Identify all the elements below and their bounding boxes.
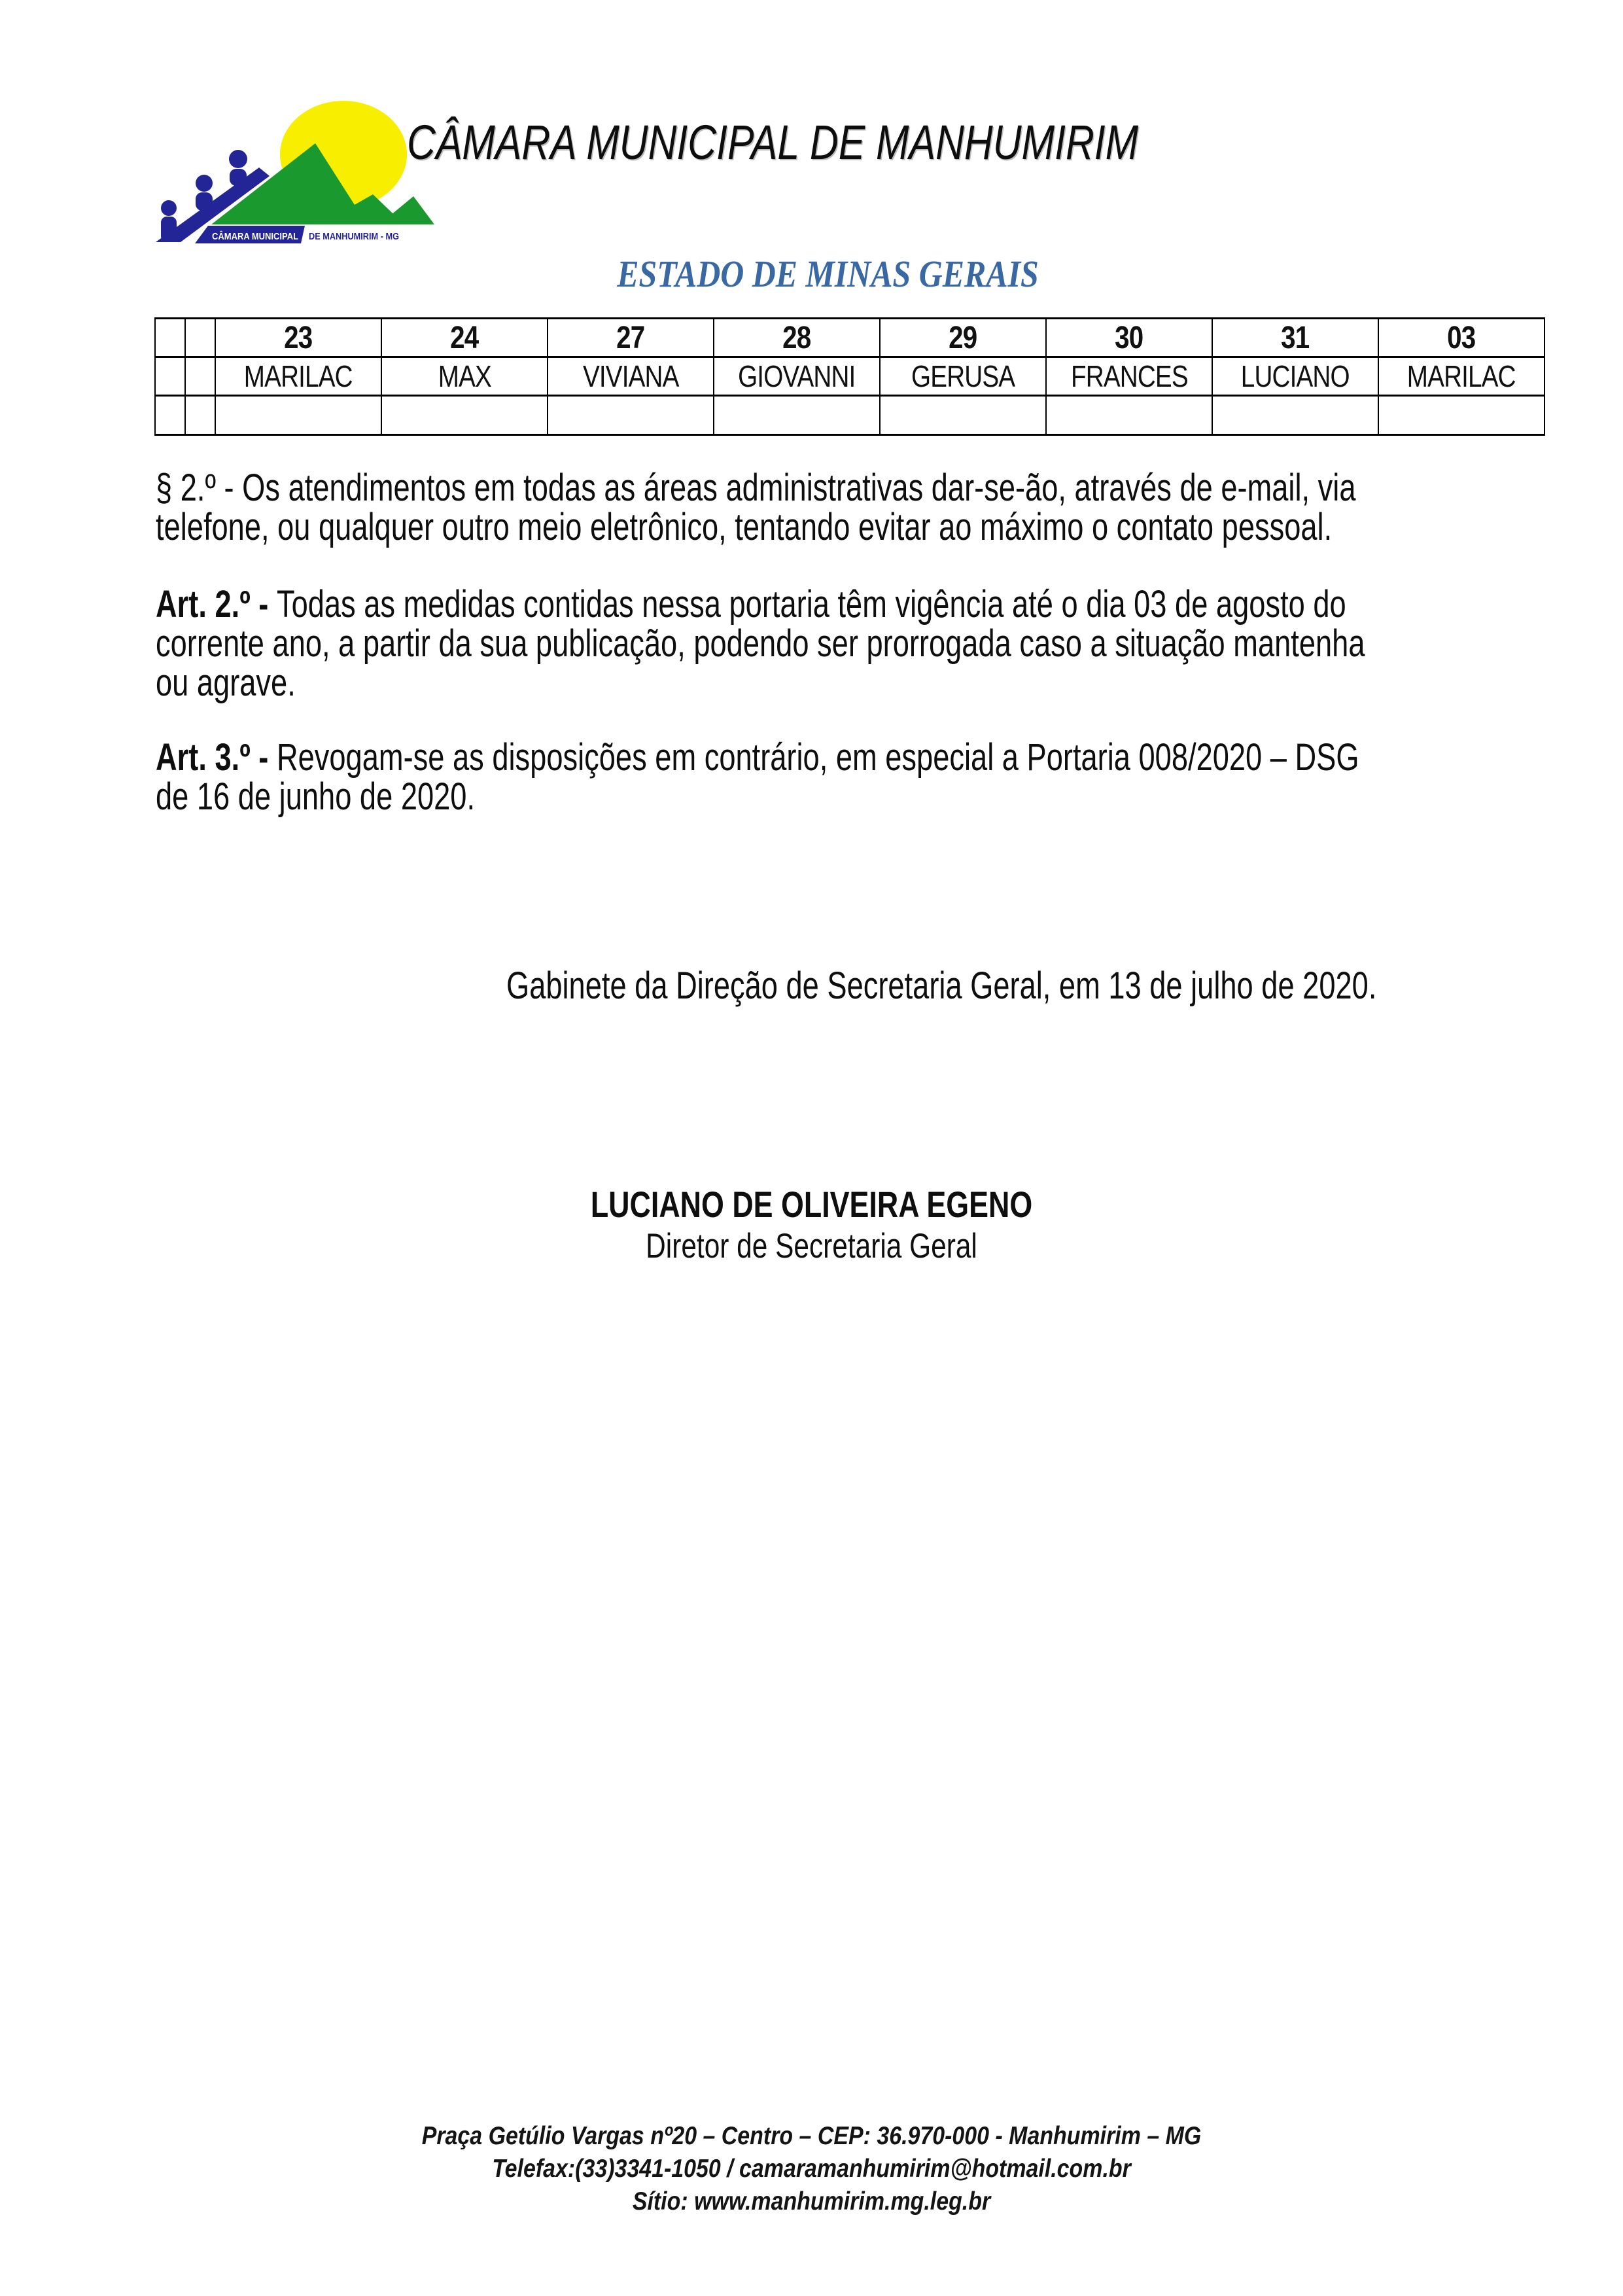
table-name-cell — [1378, 357, 1544, 396]
name-label: LUCIANO — [1241, 359, 1350, 393]
table-empty-cell — [548, 396, 714, 435]
paragraph-article-2 — [156, 585, 1493, 703]
paragraph-line: ou agrave. — [156, 662, 296, 704]
table-empty-cell — [185, 357, 215, 396]
person-body — [230, 169, 247, 186]
table-empty-cell — [155, 319, 185, 357]
name-label: GIOVANNI — [738, 359, 856, 393]
table-empty-cell — [714, 396, 880, 435]
page-subtitle: ESTADO DE MINAS GERAIS — [617, 253, 1039, 295]
municipal-logo — [149, 97, 437, 247]
paragraph-line: § 2.º - Os atendimentos em todas as áreas administrativas dar-se-ão, através de e-mail, via — [156, 467, 1356, 509]
article-lead: Art. 3.º - — [156, 736, 277, 779]
day-label: 30 — [1115, 320, 1143, 355]
table-day-header — [1212, 319, 1378, 357]
table-name-cell — [714, 357, 880, 396]
table-empty-cell — [1378, 396, 1544, 435]
table-day-header — [880, 319, 1046, 357]
person-icon — [229, 150, 247, 168]
table-name-cell — [1046, 357, 1212, 396]
person-icon — [161, 200, 177, 216]
day-label: 24 — [450, 320, 479, 355]
name-label: VIVIANA — [582, 359, 679, 393]
table-empty-cell — [215, 396, 381, 435]
day-label: 03 — [1447, 320, 1476, 355]
dateline: Gabinete da Direção de Secretaria Geral, em 13 de julho de 2020. — [506, 964, 1377, 1007]
schedule-table — [154, 317, 1545, 436]
paragraph-line: telefone, ou qualquer outro meio eletrônico, tentando evitar ao máximo o contato pessoal. — [156, 506, 1333, 548]
signature-name: LUCIANO DE OLIVEIRA EGENO — [590, 1184, 1033, 1225]
table-row-days — [155, 319, 1544, 357]
table-day-header — [381, 319, 548, 357]
day-label: 28 — [782, 320, 811, 355]
table-name-cell — [215, 357, 381, 396]
paragraph-article-3 — [156, 738, 1493, 817]
article-lead: Art. 2.º - — [156, 583, 277, 626]
table-name-cell — [1212, 357, 1378, 396]
table-name-cell — [548, 357, 714, 396]
name-label: FRANCES — [1070, 359, 1188, 393]
name-label: MAX — [438, 359, 491, 393]
signature-role: Diretor de Secretaria Geral — [646, 1227, 977, 1265]
table-row-names — [155, 357, 1544, 396]
name-label: MARILAC — [244, 359, 353, 393]
footer-website: Sítio: www.manhumirim.mg.leg.br — [632, 2187, 991, 2216]
table-empty-cell — [1046, 396, 1212, 435]
table-empty-cell — [155, 396, 185, 435]
day-label: 29 — [949, 320, 977, 355]
paragraph-text: Revogam-se as disposições em contrário, em especial a Portaria 008/2020 – DSG — [276, 736, 1359, 779]
table-day-header — [1046, 319, 1212, 357]
paragraph-line — [156, 585, 1493, 624]
table-day-header — [714, 319, 880, 357]
table-day-header — [215, 319, 381, 357]
day-label: 27 — [616, 320, 645, 355]
page-title: CÂMARA MUNICIPAL DE MANHUMIRIM — [407, 115, 1139, 169]
paragraph-text: Todas as medidas contidas nessa portaria têm vigência até o dia 03 de agosto do — [276, 583, 1346, 626]
paragraph-section-2 — [156, 468, 1493, 547]
table-empty-cell — [185, 396, 215, 435]
table-row-empty — [155, 396, 1544, 435]
table-day-header — [1378, 319, 1544, 357]
table-empty-cell — [381, 396, 548, 435]
table-empty-cell — [1212, 396, 1378, 435]
footer-address: Praça Getúlio Vargas nº20 – Centro – CEP: 36.970-000 - Manhumirim – MG — [421, 2122, 1202, 2150]
person-body — [196, 192, 213, 211]
day-label: 31 — [1281, 320, 1310, 355]
footer-contact: Telefax:(33)3341-1050 / camaramanhumirim@hotmail.com.br — [492, 2155, 1131, 2183]
name-label: GERUSA — [911, 359, 1015, 393]
table-day-header — [548, 319, 714, 357]
table-name-cell — [880, 357, 1046, 396]
table-empty-cell — [155, 357, 185, 396]
person-icon — [196, 175, 213, 192]
person-body — [161, 217, 177, 242]
table-empty-cell — [880, 396, 1046, 435]
paragraph-line: corrente ano, a partir da sua publicação, podendo ser prorrogada caso a situação mantenha — [156, 622, 1365, 665]
paragraph-line: de 16 de junho de 2020. — [156, 775, 476, 818]
logo-caption-right: DE MANHUMIRIM - MG — [309, 231, 399, 242]
logo-caption-left: CÂMARA MUNICIPAL — [212, 231, 312, 242]
table-empty-cell — [185, 319, 215, 357]
table-name-cell — [381, 357, 548, 396]
paragraph-line — [156, 738, 1493, 777]
day-label: 23 — [284, 320, 313, 355]
name-label: MARILAC — [1407, 359, 1516, 393]
